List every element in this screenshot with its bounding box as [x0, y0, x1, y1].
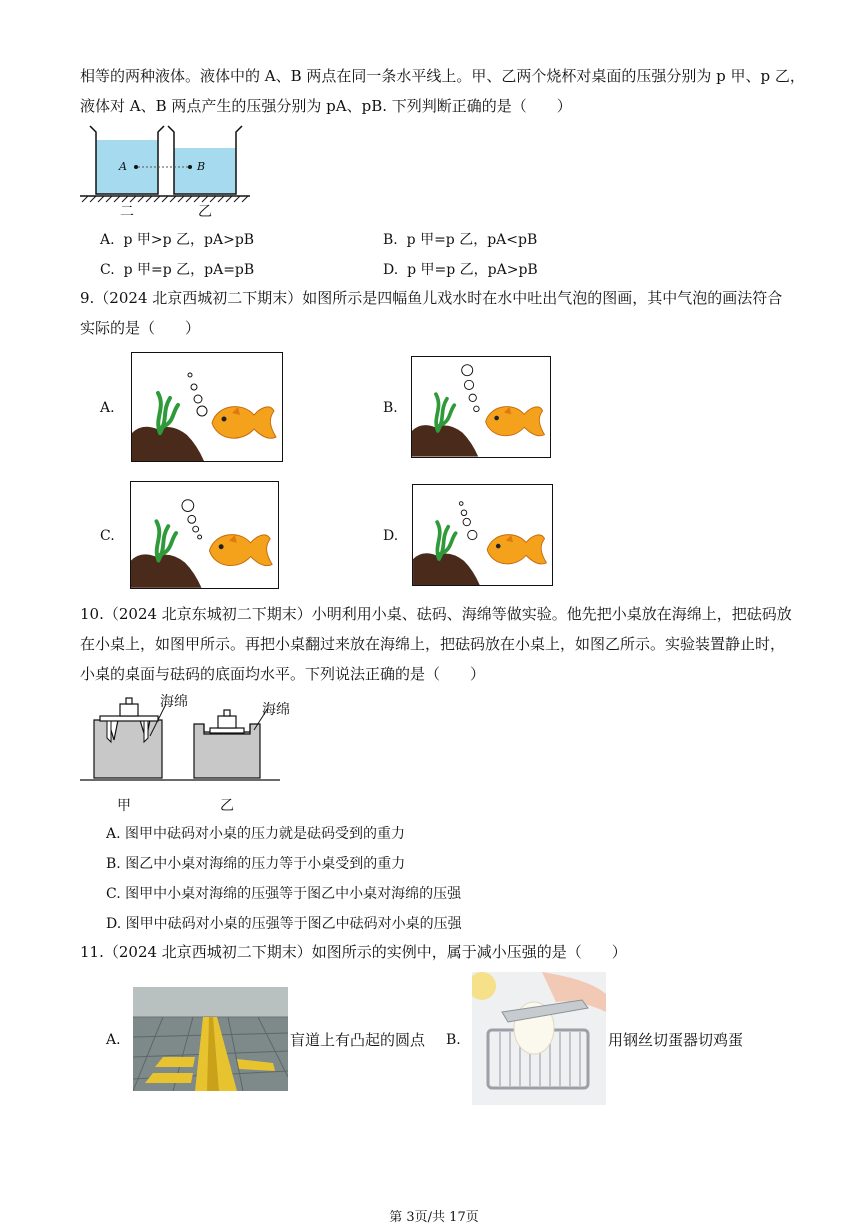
option-text: 图甲中小桌对海绵的压强等于图乙中小桌对海绵的压强: [125, 886, 462, 902]
q11-option-b-caption: 用钢丝切蛋器切鸡蛋: [608, 1031, 744, 1049]
q10-text-line1: 10.（2024 北京东城初二下期末）小明利用小桌、砝码、海绵等做实验。他先把小桌放在海绵上，把砝码放: [80, 605, 792, 623]
q10-option-c[interactable]: [106, 884, 461, 904]
q8-label-a: A: [119, 160, 127, 173]
q9-option-a-image[interactable]: [131, 352, 283, 462]
tactile-paving-icon: [133, 987, 288, 1091]
q8-text-line1: 相等的两种液体。液体中的 A、B 两点在同一条水平线上。甲、乙两个烧杯对桌面的压强分别为 p 甲、p 乙，: [80, 67, 805, 85]
q8-caption-right: 乙: [198, 204, 212, 220]
q10-option-a[interactable]: [106, 824, 405, 844]
q8-option-d[interactable]: [383, 260, 538, 280]
q11-option-a-caption: 盲道上有凸起的圆点: [290, 1031, 426, 1049]
q10-text-line3: 小桌的桌面与砝码的底面均水平。下列说法正确的是（ ）: [80, 665, 486, 683]
q11-option-b-image[interactable]: [472, 972, 606, 1105]
q10-caption-left: 甲: [117, 798, 131, 814]
option-key: D.: [383, 262, 399, 278]
option-key: C.: [106, 886, 121, 902]
option-text: p 甲=p 乙，pA>pB: [407, 262, 538, 278]
q9-text-line2: 实际的是（ ）: [80, 319, 201, 337]
q10-option-d[interactable]: [106, 914, 462, 934]
q9-option-d-image[interactable]: [412, 484, 553, 586]
q9-option-d-key[interactable]: D.: [383, 528, 399, 544]
option-text: p 甲=p 乙，pA=pB: [123, 262, 255, 278]
q8-caption-left: 二: [120, 204, 134, 220]
option-key: B.: [383, 232, 398, 248]
q9-option-b-key[interactable]: B.: [383, 400, 398, 416]
option-key: A.: [106, 826, 121, 842]
q8-beakers-figure: [80, 124, 250, 220]
fish-bubbles-icon: [412, 357, 550, 457]
fish-bubbles-icon: [131, 482, 278, 588]
option-text: p 甲>p 乙，pA>pB: [123, 232, 255, 248]
q9-option-c-key[interactable]: C.: [100, 528, 115, 544]
option-key: A.: [100, 232, 115, 248]
q10-caption-right: 乙: [220, 798, 234, 814]
q10-sponge-label-2: 海绵: [262, 702, 290, 718]
q9-option-c-image[interactable]: [130, 481, 279, 589]
fish-bubbles-icon: [132, 353, 282, 461]
q10-option-b[interactable]: [106, 854, 405, 874]
q11-option-a-key[interactable]: A.: [106, 1032, 121, 1048]
q8-label-b: B: [197, 160, 206, 173]
option-text: 图乙中小桌对海绵的压力等于小桌受到的重力: [125, 856, 406, 872]
q8-option-a[interactable]: [100, 230, 254, 250]
option-text: 图甲中砝码对小桌的压强等于图乙中砝码对小桌的压强: [125, 916, 462, 932]
q9-option-a-key[interactable]: A.: [100, 400, 115, 416]
q8-option-c[interactable]: [100, 260, 254, 280]
fish-bubbles-icon: [413, 485, 552, 585]
option-key: B.: [106, 856, 121, 872]
option-key: D.: [106, 916, 122, 932]
option-key: C.: [100, 262, 115, 278]
q9-text-line1: 9.（2024 北京西城初二下期末）如图所示是四幅鱼儿戏水时在水中吐出气泡的图画，其中气泡的画法符合: [80, 289, 783, 307]
page-number-footer: 第 3页/共 17页: [389, 1210, 479, 1225]
q11-text-line1: 11.（2024 北京西城初二下期末）如图所示的实例中，属于减小压强的是（ ）: [80, 943, 627, 961]
option-text: p 甲=p 乙，pA<pB: [406, 232, 538, 248]
option-text: 图甲中砝码对小桌的压力就是砝码受到的重力: [125, 826, 406, 842]
q10-text-line2: 在小桌上，如图甲所示。再把小桌翻过来放在海绵上，把砝码放在小桌上，如图乙所示。实验装置静止时，: [80, 635, 786, 653]
q11-option-a-image[interactable]: [133, 987, 288, 1091]
egg-slicer-icon: [472, 972, 606, 1105]
q11-option-b-key[interactable]: B.: [446, 1032, 461, 1048]
q10-sponge-label-1: 海绵: [160, 694, 188, 710]
q9-option-b-image[interactable]: [411, 356, 551, 458]
q8-option-b[interactable]: [383, 230, 537, 250]
q8-text-line2: 液体对 A、B 两点产生的压强分别为 pA、pB. 下列判断正确的是（ ）: [80, 97, 572, 115]
